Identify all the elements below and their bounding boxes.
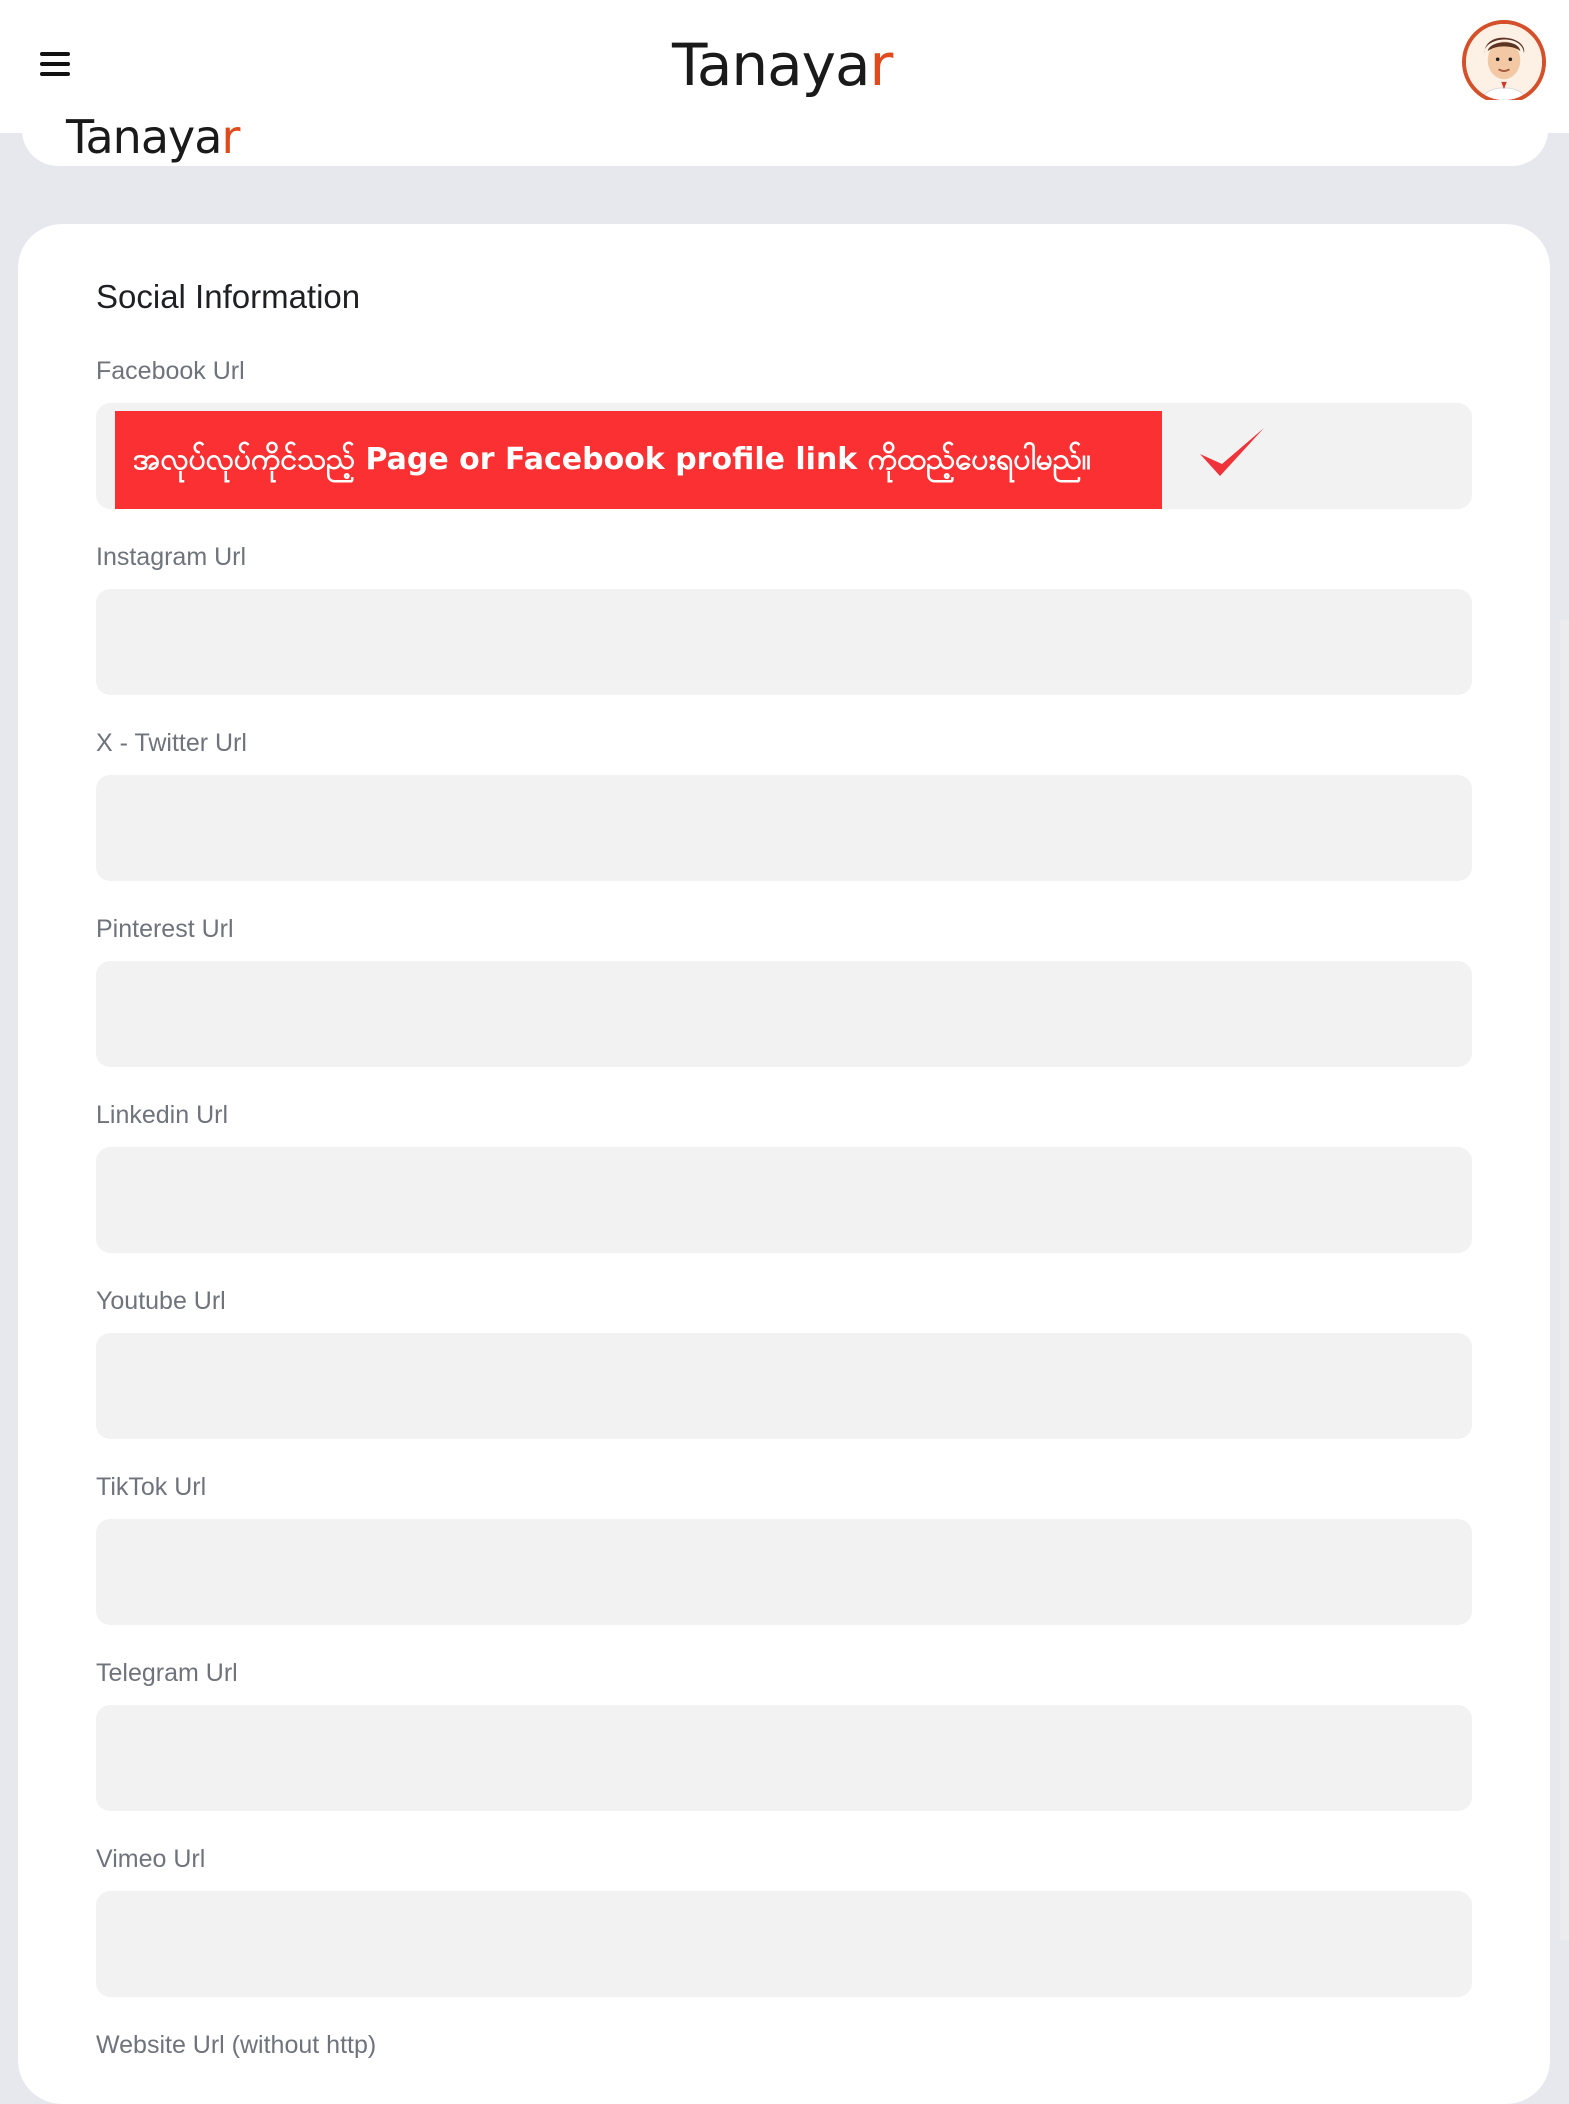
menu-icon[interactable] <box>40 52 70 76</box>
instagram-url-input[interactable] <box>96 589 1472 695</box>
sub-header-card <box>22 100 1548 166</box>
pinterest-url-label: Pinterest Url <box>96 915 234 943</box>
telegram-url-label: Telegram Url <box>96 1659 238 1687</box>
tiktok-url-input[interactable] <box>96 1519 1472 1625</box>
secondary-logo-accent: r <box>221 110 240 164</box>
avatar-icon <box>1466 24 1542 100</box>
brand-logo-text: Tanaya <box>672 31 870 99</box>
secondary-logo <box>66 110 240 164</box>
linkedin-url-label: Linkedin Url <box>96 1101 229 1129</box>
scrollbar[interactable] <box>1560 620 1569 1940</box>
instagram-url-label: Instagram Url <box>96 543 247 571</box>
tiktok-url-label: TikTok Url <box>96 1473 207 1501</box>
telegram-url-input[interactable] <box>96 1705 1472 1811</box>
vimeo-url-label: Vimeo Url <box>96 1845 206 1873</box>
linkedin-url-input[interactable] <box>96 1147 1472 1253</box>
checkmark-icon <box>1196 424 1268 484</box>
youtube-url-input[interactable] <box>96 1333 1472 1439</box>
user-avatar[interactable] <box>1462 20 1546 104</box>
website-url-label: Website Url (without http) <box>96 2031 377 2059</box>
twitter-url-input[interactable] <box>96 775 1472 881</box>
youtube-url-label: Youtube Url <box>96 1287 226 1315</box>
instruction-banner: အလုပ်လုပ်ကိုင်သည့် Page or Facebook profile link ကိုထည့်ပေးရပါမည်။ <box>115 411 1162 509</box>
brand-logo[interactable] <box>672 31 893 99</box>
twitter-url-label: X - Twitter Url <box>96 729 247 757</box>
facebook-url-label: Facebook Url <box>96 357 245 385</box>
pinterest-url-input[interactable] <box>96 961 1472 1067</box>
section-title: Social Information <box>96 278 361 315</box>
brand-logo-accent: r <box>869 31 893 99</box>
secondary-logo-text: Tanaya <box>66 110 222 164</box>
vimeo-url-input[interactable] <box>96 1891 1472 1997</box>
